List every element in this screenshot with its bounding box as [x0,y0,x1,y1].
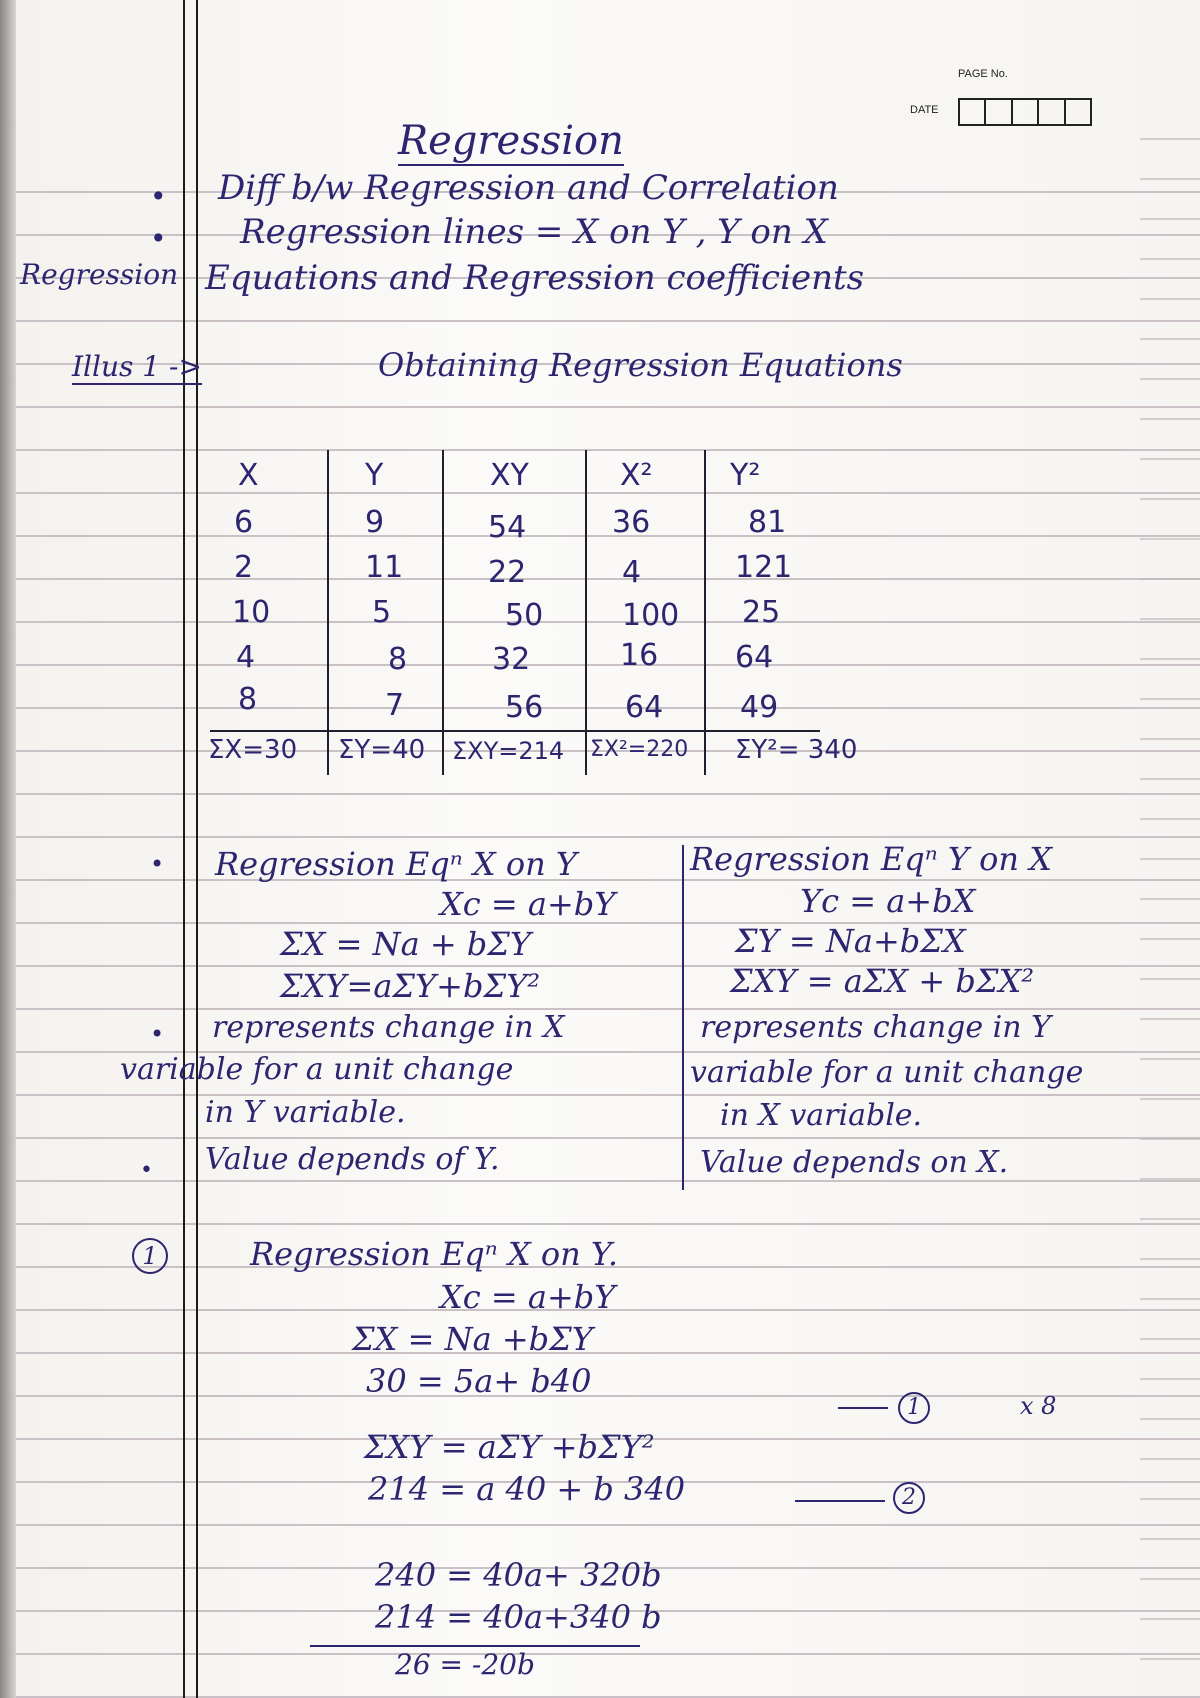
bullet: • [150,180,167,213]
margin-line [183,0,185,1698]
table-total: ΣX=30 [208,735,298,765]
solution-line: ΣXY = aΣY +bΣY² [364,1428,655,1466]
right-eq-desc: Value depends on X. [700,1145,1009,1180]
table-total: ΣY²= 340 [735,735,858,765]
table-header: Y [365,458,384,493]
table-cell: 32 [492,642,531,677]
table-cell: 25 [742,595,781,630]
table-total: ΣX²=220 [590,737,689,762]
equation-tag-line [795,1500,885,1502]
table-cell: 121 [735,550,793,585]
page-date-box [900,60,1100,150]
page-no-label: PAGE No. [958,68,1008,80]
solution-line: 240 = 40a+ 320b [375,1556,662,1594]
solution-line: 30 = 5a+ b40 [366,1362,592,1400]
left-eq-desc: in Y variable. [205,1095,406,1130]
table-cell: 6 [234,505,254,540]
equation-tag-line [838,1407,888,1409]
table-total: ΣY=40 [338,735,426,765]
table-cell: 56 [505,690,544,725]
right-eq-title: Regression Eqⁿ Y on X [690,840,1052,878]
solution-line: Xc = a+bY [440,1278,616,1316]
illus-label: Illus 1 -> [72,350,202,383]
table-divider [442,450,444,775]
left-eq-title: Regression Eqⁿ X on Y [215,845,577,883]
bullet: • [140,1158,153,1183]
table-total-line [210,730,820,732]
equation-tag: 2 [893,1482,925,1514]
table-total: ΣXY=214 [452,737,565,765]
table-divider [327,450,329,775]
right-eq-desc: variable for a unit change [690,1055,1084,1090]
comparison-divider [682,845,684,1190]
left-eq-line: Xc = a+bY [440,885,616,923]
left-eq-desc: Value depends of Y. [205,1142,500,1177]
left-eq-line: ΣXY=aΣY+bΣY² [280,967,541,1005]
table-cell: 100 [622,598,680,633]
equation-tag: 1 [898,1392,930,1424]
notebook-spine [0,0,16,1698]
table-cell: 64 [625,690,664,725]
table-divider [585,450,587,775]
table-cell: 4 [622,555,642,590]
equation-multiplier: x 8 [1020,1392,1057,1420]
table-cell: 22 [488,555,527,590]
table-cell: 8 [388,642,408,677]
date-label: DATE [910,104,939,116]
table-cell: 2 [234,550,254,585]
table-cell: 4 [236,640,256,675]
solution-title: Regression Eqⁿ X on Y. [250,1235,619,1273]
topic-line: Diff b/w Regression and Correlation [218,168,839,208]
table-header: X² [620,458,653,493]
date-cells [958,98,1092,126]
table-cell: 11 [365,550,404,585]
table-header: XY [490,458,529,493]
table-header: X [238,458,259,493]
bullet: • [150,1020,165,1048]
left-eq-desc: variable for a unit change [120,1052,514,1087]
illus-heading: Obtaining Regression Equations [378,346,903,384]
table-cell: 16 [620,638,659,673]
table-cell: 81 [748,505,787,540]
left-eq-desc: represents change in X [212,1010,565,1045]
margin-line [196,0,198,1698]
solution-line: 214 = 40a+340 b [375,1598,662,1636]
right-eq-desc: in X variable. [720,1098,923,1133]
topic-prefix: Regression [20,258,179,291]
right-eq-line: ΣXY = aΣX + bΣX² [730,962,1035,1000]
step-number: 1 [132,1238,168,1274]
table-cell: 5 [372,595,392,630]
solution-line: 214 = a 40 + b 340 [368,1470,686,1508]
page-title: Regression [398,118,624,164]
topic-line: Regression lines = X on Y , Y on X [240,212,828,252]
solution-line: 26 = -20b [395,1648,535,1681]
table-cell: 9 [365,505,385,540]
table-cell: 64 [735,640,774,675]
table-divider [704,450,706,775]
table-cell: 8 [238,682,258,717]
table-header: Y² [730,458,761,493]
bullet: • [150,222,167,255]
table-cell: 49 [740,690,779,725]
topic-line: Equations and Regression coefficients [205,258,865,298]
table-cell: 7 [385,688,405,723]
table-cell: 54 [488,510,527,545]
right-eq-line: Yc = a+bX [800,882,976,920]
table-cell: 50 [505,598,544,633]
left-eq-line: ΣX = Na + bΣY [280,925,532,963]
page-edge [1140,100,1200,1660]
bullet: • [150,850,165,878]
table-cell: 36 [612,505,651,540]
subtraction-line [310,1645,640,1647]
solution-line: ΣX = Na +bΣY [352,1320,593,1358]
right-eq-line: ΣY = Na+bΣX [735,922,966,960]
right-eq-desc: represents change in Y [700,1010,1051,1045]
table-cell: 10 [232,595,271,630]
